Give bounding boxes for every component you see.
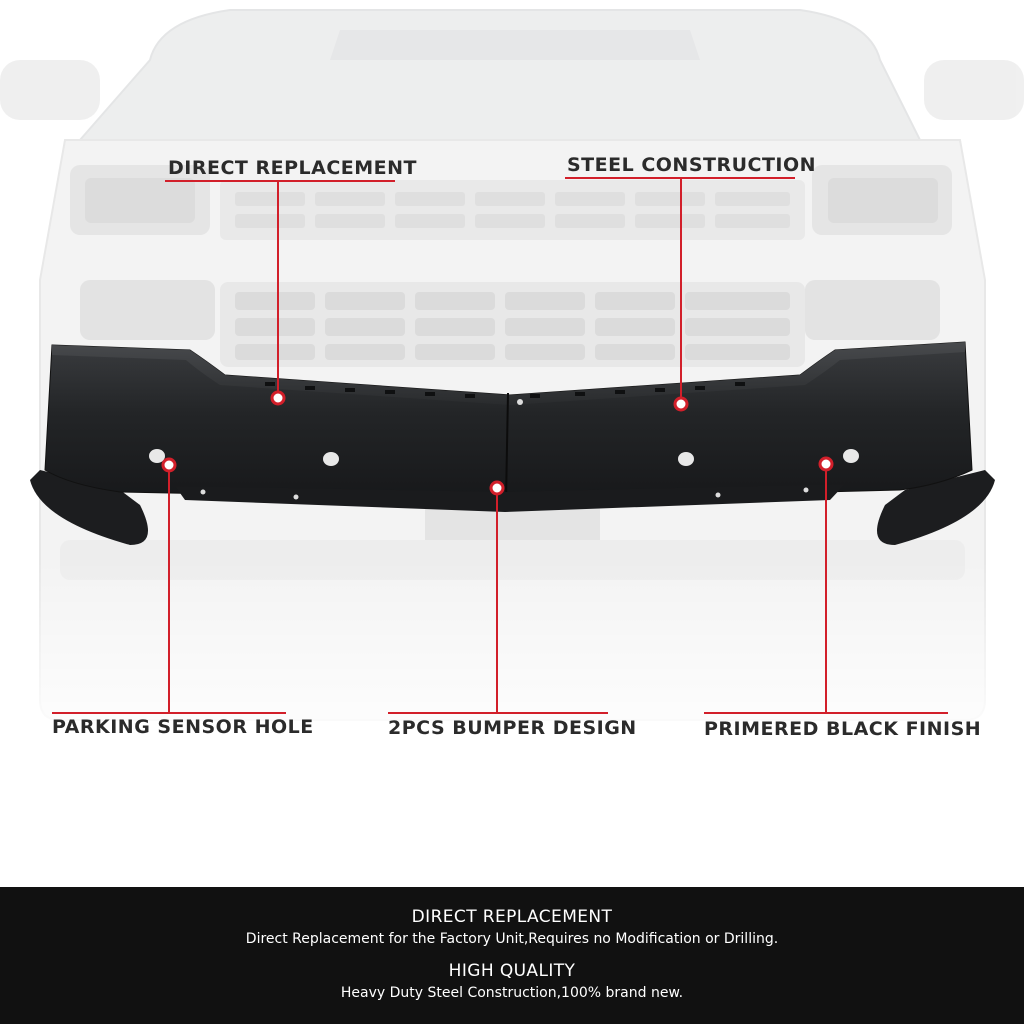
marker-primered-black-finish [820,458,832,470]
feature-text-direct-replacement: Direct Replacement for the Factory Unit,Requires no Modification or Drilling. [245,931,779,947]
marker-direct-replacement [272,392,284,404]
callout-parking-sensor-hole: PARKING SENSOR HOLE [52,716,314,738]
marker-2pcs-bumper-design [491,482,503,494]
underline-parking-sensor-hole [52,712,286,714]
underline-direct-replacement [165,180,395,182]
underline-primered-black-finish [704,712,948,714]
feature-info-band [0,887,1024,1024]
marker-steel-construction [675,398,687,410]
callout-steel-construction: STEEL CONSTRUCTION [567,154,817,176]
marker-parking-sensor-hole [163,459,175,471]
callout-direct-replacement: DIRECT REPLACEMENT [168,157,417,179]
callout-primered-black-finish: PRIMERED BLACK FINISH [704,718,982,740]
underline-2pcs-bumper-design [388,712,608,714]
underline-steel-construction [565,177,795,179]
callout-2pcs-bumper-design: 2PCS BUMPER DESIGN [388,717,637,739]
feature-text-high-quality: Heavy Duty Steel Construction,100% brand new. [340,985,684,1001]
feature-heading-direct-replacement: DIRECT REPLACEMENT [411,907,613,927]
feature-heading-high-quality: HIGH QUALITY [448,961,576,981]
